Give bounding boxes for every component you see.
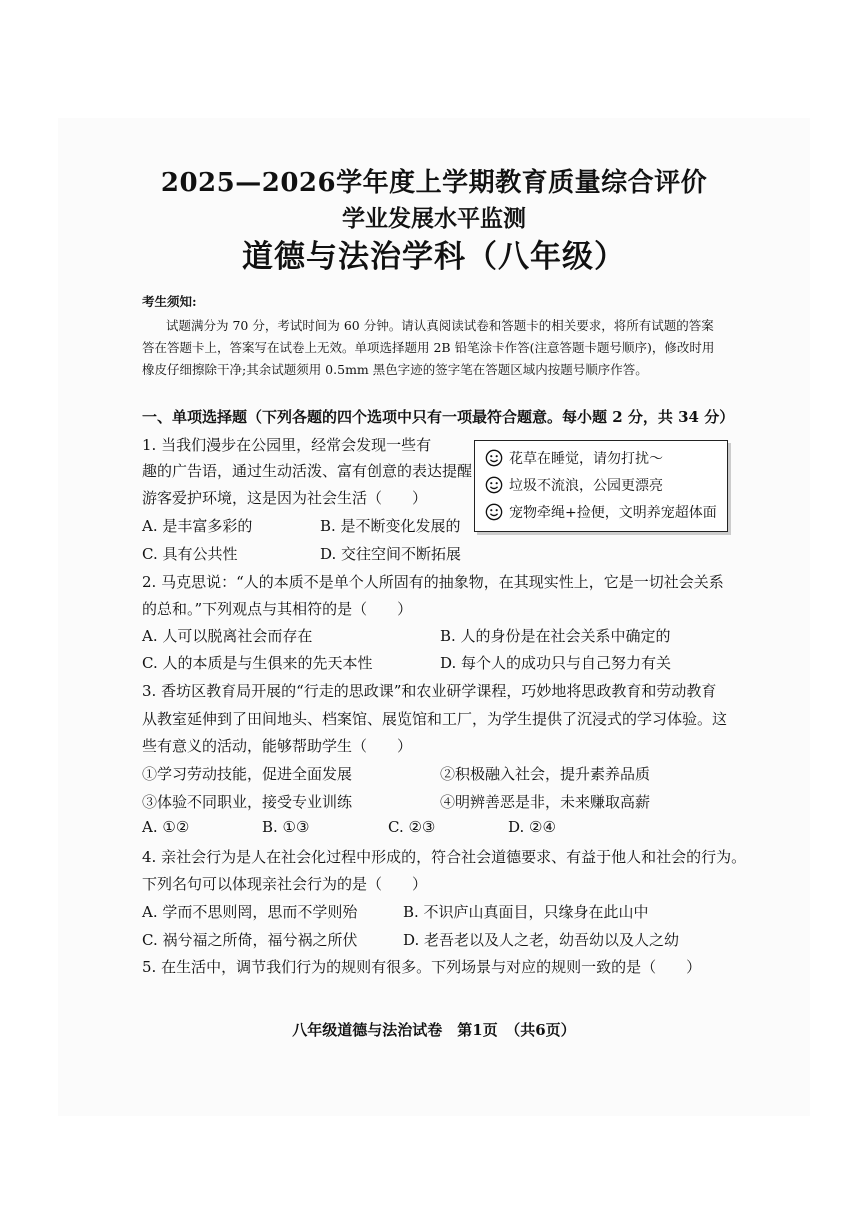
option-d: D. 每个人的成功只与自己努力有关	[440, 654, 672, 672]
option-d: D. ②④	[508, 818, 556, 836]
question-text: 游客爱护环境，这是因为社会生活（ ）	[142, 489, 428, 507]
option-b: B. ①③	[262, 818, 310, 836]
statement: ①学习劳动技能，促进全面发展	[142, 765, 353, 783]
option-a: A. 是丰富多彩的	[142, 517, 253, 535]
page-footer: 八年级道德与法治试卷 第1页 （共6页）	[292, 1021, 576, 1039]
option-c: C. 具有公共性	[142, 545, 238, 563]
smiley-icon	[485, 449, 503, 467]
question-text: 下列名句可以体现亲社会行为的是（ ）	[142, 875, 428, 893]
notice-heading: 考生须知:	[142, 294, 197, 309]
option-c: C. 祸兮福之所倚，福兮祸之所伏	[142, 931, 358, 949]
option-b: B. 人的身份是在社会关系中确定的	[440, 627, 671, 645]
option-c: C. 人的本质是与生俱来的先天本性	[142, 654, 373, 672]
question-text: 2. 马克思说：“人的本质不是单个人所固有的抽象物，在其现实性上，它是一切社会关系	[142, 573, 724, 591]
exam-subject-title: 道德与法治学科（八年级）	[242, 239, 626, 275]
notice-line: 答在答题卡上，答案写在试卷上无效。单项选择题用 2B 铅笔涂卡作答(注意答题卡题号顺序)，修改时用	[142, 340, 715, 355]
option-d: D. 交往空间不断拓展	[320, 545, 462, 563]
sign-line	[485, 447, 663, 469]
park-sign-box	[474, 440, 728, 532]
section-heading: 一、单项选择题（下列各题的四个选项中只有一项最符合题意。每小题 2 分，共 34 分）	[142, 408, 735, 426]
option-b: B. 是不断变化发展的	[320, 517, 461, 535]
question-text: 从教室延伸到了田间地头、档案馆、展览馆和工厂，为学生提供了沉浸式的学习体验。这	[142, 710, 728, 728]
option-a: A. ①②	[142, 818, 190, 836]
sign-text: 花草在睡觉，请勿打扰～	[509, 451, 663, 467]
smiley-icon	[485, 476, 503, 494]
notice-line: 橡皮仔细擦除干净;其余试题须用 0.5mm 黑色字迹的签字笔在答题区域内按题号顺序作答。	[142, 362, 648, 377]
question-text: 4. 亲社会行为是人在社会化过程中形成的，符合社会道德要求、有益于他人和社会的行为。	[142, 848, 747, 866]
option-c: C. ②③	[388, 818, 436, 836]
question-text: 3. 香坊区教育局开展的“行走的思政课”和农业研学课程，巧妙地将思政教育和劳动教育	[142, 682, 717, 700]
question-text: 些有意义的活动，能够帮助学生（ ）	[142, 737, 413, 755]
question-text: 5. 在生活中，调节我们行为的规则有很多。下列场景与对应的规则一致的是（ ）	[142, 958, 702, 976]
sign-text: 垃圾不流浪，公园更漂亮	[509, 478, 663, 494]
notice-line: 试题满分为 70 分，考试时间为 60 分钟。请认真阅读试卷和答题卡的相关要求，将所有试题的答案	[166, 318, 714, 333]
smiley-icon	[485, 503, 503, 521]
exam-title-line2: 学业发展水平监测	[342, 205, 526, 232]
sign-line	[485, 474, 663, 496]
question-text: 趣的广告语，通过生动活泼、富有创意的表达提醒	[142, 462, 473, 480]
exam-title-line1: 2025—2026学年度上学期教育质量综合评价	[160, 168, 708, 198]
sign-text: 宠物牵绳+捡便，文明养宠超体面	[509, 505, 717, 521]
sign-line	[485, 501, 717, 523]
statement: ③体验不同职业，接受专业训练	[142, 793, 353, 811]
option-a: A. 人可以脱离社会而存在	[142, 627, 313, 645]
question-text: 1. 当我们漫步在公园里，经常会发现一些有	[142, 436, 432, 454]
statement: ④明辨善恶是非，未来赚取高薪	[440, 793, 651, 811]
statement: ②积极融入社会，提升素养品质	[440, 765, 651, 783]
option-d: D. 老吾老以及人之老，幼吾幼以及人之幼	[403, 931, 680, 949]
option-a: A. 学而不思则罔，思而不学则殆	[142, 903, 358, 921]
question-text: 的总和。”下列观点与其相符的是（ ）	[142, 600, 413, 618]
option-b: B. 不识庐山真面目，只缘身在此山中	[403, 903, 649, 921]
